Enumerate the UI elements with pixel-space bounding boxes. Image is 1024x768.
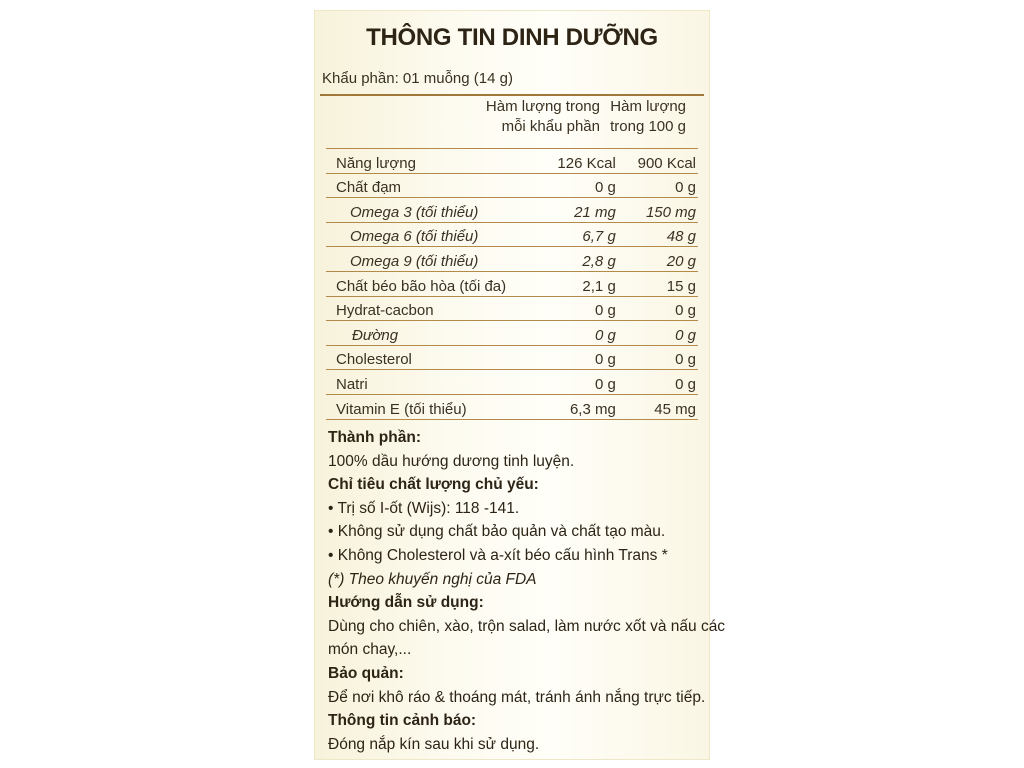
value-per-100g: 0 g [620, 370, 698, 395]
value-per-100g: 0 g [620, 321, 698, 346]
column-header-per-serving [474, 97, 600, 137]
usage-text-line: món chay,... [328, 641, 412, 659]
ingredients-text: 100% dầu hướng dương tinh luyện. [328, 452, 575, 470]
value-per-100g: 0 g [620, 173, 698, 198]
nutrient-name: Omega 9 (tối thiểu) [326, 247, 549, 272]
value-per-serving: 0 g [549, 296, 620, 321]
table-row [326, 222, 698, 247]
nutrient-name: Chất đạm [326, 173, 549, 198]
warning-heading: Thông tin cảnh báo: [328, 712, 477, 730]
value-per-100g: 20 g [620, 247, 698, 272]
value-per-serving: 0 g [549, 370, 620, 395]
value-per-serving: 0 g [549, 345, 620, 370]
value-per-100g: 48 g [620, 222, 698, 247]
warning-text: Đóng nắp kín sau khi sử dụng. [328, 735, 540, 753]
table-row [326, 247, 698, 272]
label-title: THÔNG TIN DINH DƯỠNG [366, 24, 658, 51]
quality-item: • Không sử dụng chất bảo quản và chất tạo màu. [328, 523, 666, 541]
value-per-100g: 45 mg [620, 394, 698, 419]
quality-note: (*) Theo khuyến nghị của FDA [328, 570, 537, 588]
nutrition-label [314, 10, 726, 760]
nutrient-name: Omega 3 (tối thiểu) [326, 198, 549, 223]
table-row [326, 149, 698, 174]
value-per-serving: 6,3 mg [549, 394, 620, 419]
value-per-serving: 126 Kcal [549, 149, 620, 174]
value-per-serving: 2,1 g [549, 271, 620, 296]
value-per-100g: 15 g [620, 271, 698, 296]
table-row [326, 370, 698, 395]
value-per-100g: 0 g [620, 345, 698, 370]
value-per-serving: 0 g [549, 173, 620, 198]
column-header-per-serving-line1: Hàm lượng trong [485, 98, 600, 115]
value-per-serving: 21 mg [549, 198, 620, 223]
value-per-100g: 150 mg [620, 198, 698, 223]
value-per-serving: 6,7 g [549, 222, 620, 247]
value-per-serving: 0 g [549, 321, 620, 346]
divider [320, 94, 704, 96]
nutrient-name: Omega 6 (tối thiểu) [326, 222, 549, 247]
column-header-per-100g [604, 97, 686, 137]
table-row [326, 198, 698, 223]
table-row [326, 321, 698, 346]
serving-size: Khẩu phần: 01 muỗng (14 g) [322, 70, 513, 87]
ingredients-heading: Thành phần: [328, 429, 421, 446]
nutrient-name: Chất béo bão hòa (tối đa) [326, 271, 549, 296]
value-per-serving: 2,8 g [549, 247, 620, 272]
value-per-100g: 900 Kcal [620, 149, 698, 174]
nutrient-name: Hydrat-cacbon [326, 296, 549, 321]
column-header-per-100g-line2: trong 100 g [610, 118, 686, 135]
nutrition-table [326, 148, 698, 420]
nutrient-name: Cholesterol [326, 345, 549, 370]
column-header-per-serving-line2: mỗi khẩu phần [501, 118, 600, 135]
value-per-100g: 0 g [620, 296, 698, 321]
quality-item: • Trị số I-ốt (Wijs): 118 -141. [328, 499, 520, 517]
nutrient-name: Natri [326, 370, 549, 395]
column-header-per-100g-line1: Hàm lượng [610, 98, 686, 115]
quality-item: • Không Cholesterol và a-xít béo cấu hình Trans * [328, 546, 668, 564]
nutrient-name: Năng lượng [326, 149, 549, 174]
storage-text: Để nơi khô ráo & thoáng mát, tránh ánh nắng trực tiếp. [328, 688, 706, 706]
nutrient-name: Vitamin E (tối thiểu) [326, 394, 549, 419]
table-row [326, 296, 698, 321]
table-row [326, 345, 698, 370]
storage-heading: Bảo quản: [328, 664, 404, 682]
table-row [326, 271, 698, 296]
product-info [328, 426, 726, 756]
nutrient-name: Đường [326, 321, 549, 346]
table-row [326, 173, 698, 198]
usage-text-line: Dùng cho chiên, xào, trộn salad, làm nước xốt và nấu các [328, 617, 726, 635]
usage-heading: Hướng dẫn sử dụng: [328, 594, 484, 612]
quality-heading: Chỉ tiêu chất lượng chủ yếu: [328, 476, 539, 494]
table-row [326, 394, 698, 419]
